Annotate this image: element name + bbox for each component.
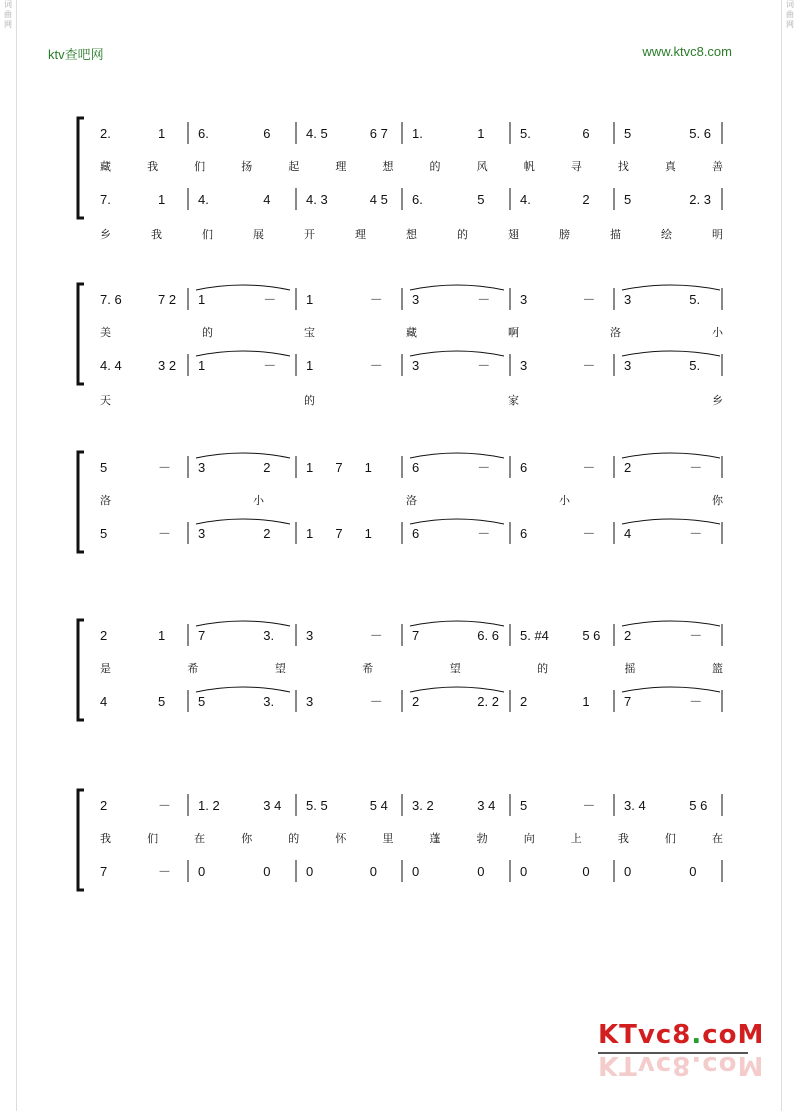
lyric-char: 希 — [187, 662, 199, 675]
jianpu-note: 0 — [624, 864, 632, 879]
lyric-char: 洛 — [100, 494, 111, 507]
lyric-char: 家 — [508, 394, 519, 407]
right-watermark-strip: 词 曲 网 — [786, 0, 794, 29]
lyric-char: 寻 — [570, 160, 582, 173]
jianpu-note: 6 — [412, 460, 420, 475]
lyric-char: 找 — [617, 160, 629, 173]
site-name-header[interactable]: ktv查吧网 — [48, 47, 104, 62]
jianpu-note: － — [477, 358, 491, 373]
jianpu-note: 6. — [412, 192, 423, 207]
jianpu-note: 3 — [624, 292, 632, 307]
jianpu-note: 2. 3 — [689, 192, 711, 207]
jianpu-note: 0 — [306, 864, 314, 879]
jianpu-note: 3 — [520, 292, 528, 307]
jianpu-note: 0 — [412, 864, 420, 879]
jianpu-note: 7. — [100, 192, 111, 207]
jianpu-note: 7 — [335, 526, 343, 541]
jianpu-note: － — [582, 798, 596, 813]
lyric-char: 我 — [147, 160, 159, 173]
site-url-header[interactable]: www.ktvc8.com — [642, 44, 732, 59]
lyric-char: 善 — [712, 160, 723, 173]
lyric-char: 理 — [335, 160, 347, 173]
ktvc8-logo: KTvc8.coM KTvc8.coM — [598, 1020, 765, 1080]
lyric-char: 天 — [100, 394, 111, 407]
lyric-char: 望 — [449, 662, 461, 675]
jianpu-note: 1 — [582, 694, 590, 709]
tie-arc — [410, 453, 504, 458]
lyric-char: 藏 — [100, 160, 111, 173]
jianpu-note: 2 — [582, 192, 590, 207]
system-bracket — [78, 284, 84, 384]
tie-arc — [410, 285, 504, 290]
jianpu-note: 3 — [412, 292, 420, 307]
jianpu-note: 1 — [198, 358, 206, 373]
jianpu-note: 3 4 — [477, 798, 496, 813]
lyric-char: 开 — [304, 228, 315, 241]
jianpu-note: 5 — [477, 192, 485, 207]
jianpu-note: 5. — [689, 358, 701, 373]
jianpu-note: － — [689, 694, 703, 709]
lyric-char: 小 — [559, 494, 570, 507]
lyric-char: 膀 — [559, 228, 570, 241]
jianpu-note: 1 — [158, 192, 166, 207]
lyric-char: 们 — [202, 228, 213, 241]
jianpu-note: － — [689, 460, 703, 475]
lyric-char: 绘 — [661, 228, 672, 241]
jianpu-note: 2 — [412, 694, 420, 709]
jianpu-note: － — [582, 526, 596, 541]
tie-arc — [622, 621, 720, 626]
jianpu-note: 3. 4 — [624, 798, 646, 813]
jianpu-note: 6 — [520, 460, 528, 475]
tie-arc — [410, 687, 504, 692]
lyric-char: 篮 — [712, 662, 723, 675]
jianpu-note: － — [477, 526, 491, 541]
jianpu-note: 1. — [412, 126, 423, 141]
jianpu-note: 2 — [263, 460, 271, 475]
jianpu-note: 2. 2 — [477, 694, 499, 709]
lyric-char: 小 — [253, 494, 264, 507]
lyric-char: 你 — [241, 832, 253, 845]
jianpu-note: 3 — [306, 628, 314, 643]
jianpu-note: 1 — [364, 526, 372, 541]
jianpu-note: － — [369, 694, 383, 709]
jianpu-note: 2 — [100, 798, 108, 813]
jianpu-note: 7 — [624, 694, 632, 709]
jianpu-note: 5 — [158, 694, 166, 709]
tie-arc — [196, 453, 290, 458]
jianpu-note: 4 — [263, 192, 271, 207]
jianpu-note: 4 — [100, 694, 108, 709]
jianpu-note: 4 5 — [369, 192, 388, 207]
jianpu-note: 3 — [198, 526, 206, 541]
jianpu-note: 5 4 — [369, 798, 388, 813]
jianpu-note: 3 4 — [263, 798, 282, 813]
lyric-char: 翅 — [508, 228, 519, 241]
jianpu-note: 6. — [198, 126, 209, 141]
jianpu-note: － — [158, 798, 172, 813]
jianpu-note: － — [689, 526, 703, 541]
tie-arc — [196, 351, 290, 356]
jianpu-note: 5 — [198, 694, 206, 709]
lyric-char: 啊 — [508, 326, 519, 339]
jianpu-note: － — [582, 358, 596, 373]
jianpu-note: 5 — [624, 126, 632, 141]
jianpu-note: 1 — [306, 292, 314, 307]
lyric-char: 想 — [406, 228, 417, 241]
lyric-char: 摇 — [624, 662, 636, 675]
jianpu-note: 7 — [335, 460, 343, 475]
tie-arc — [622, 687, 720, 692]
lyric-char: 的 — [457, 228, 468, 241]
lyric-char: 你 — [712, 494, 723, 507]
left-watermark-strip: 词 曲 网 — [4, 0, 12, 29]
jianpu-note: 5 6 — [582, 628, 601, 643]
jianpu-note: 5 6 — [689, 798, 708, 813]
lyric-char: 真 — [664, 160, 676, 173]
jianpu-note: 7 — [100, 864, 108, 879]
tie-arc — [622, 351, 720, 356]
lyric-char: 美 — [100, 326, 111, 339]
lyric-char: 的 — [288, 832, 300, 845]
jianpu-note: 4. — [198, 192, 209, 207]
jianpu-note: 4. 3 — [306, 192, 328, 207]
jianpu-note: 5. 5 — [306, 798, 328, 813]
jianpu-note: 3 2 — [158, 358, 177, 373]
lyric-char: 上 — [570, 832, 582, 845]
lyric-char: 们 — [664, 832, 676, 845]
logo-reflection: KTvc8.coM — [598, 1050, 765, 1080]
lyric-char: 的 — [537, 662, 549, 675]
jianpu-note: 1 — [158, 126, 166, 141]
lyric-char: 我 — [151, 228, 162, 241]
lyric-char: 在 — [712, 832, 723, 845]
jianpu-note: － — [369, 292, 383, 307]
jianpu-note: 2 — [624, 628, 632, 643]
jianpu-note: 2 — [520, 694, 528, 709]
jianpu-note: 1 — [477, 126, 485, 141]
jianpu-note: 7 — [198, 628, 206, 643]
lyric-char: 的 — [304, 394, 315, 407]
jianpu-note: 5 — [624, 192, 632, 207]
jianpu-note: 3. 2 — [412, 798, 434, 813]
jianpu-note: 3 — [412, 358, 420, 373]
jianpu-note: 0 — [198, 864, 206, 879]
jianpu-note: 7 2 — [158, 292, 177, 307]
lyric-char: 们 — [194, 160, 206, 173]
jianpu-note: 1 — [306, 460, 314, 475]
jianpu-note: 6 — [412, 526, 420, 541]
jianpu-note: 0 — [520, 864, 528, 879]
jianpu-note: 7. 6 — [100, 292, 122, 307]
tie-arc — [410, 519, 504, 524]
lyric-char: 蓬 — [429, 832, 441, 845]
jianpu-note: 0 — [582, 864, 590, 879]
jianpu-note: 2 — [624, 460, 632, 475]
jianpu-note: 0 — [369, 864, 378, 879]
jianpu-note: 1. 2 — [198, 798, 220, 813]
jianpu-note: 5 — [520, 798, 528, 813]
jianpu-note: － — [582, 460, 596, 475]
lyric-char: 明 — [712, 228, 723, 241]
jianpu-note: 4. — [520, 192, 531, 207]
jianpu-note: － — [369, 358, 383, 373]
lyric-char: 的 — [202, 326, 213, 339]
lyric-char: 勃 — [476, 832, 488, 845]
jianpu-note: 5. 6 — [689, 126, 711, 141]
lyric-char: 望 — [274, 662, 286, 675]
jianpu-note: 4. 5 — [306, 126, 328, 141]
lyric-char: 怀 — [335, 832, 347, 845]
lyric-char: 洛 — [610, 326, 621, 339]
jianpu-note: 1 — [306, 358, 314, 373]
jianpu-note: 5 — [100, 460, 108, 475]
jianpu-note: 3 — [306, 694, 314, 709]
jianpu-note: 6 — [263, 126, 271, 141]
lyric-char: 里 — [382, 832, 394, 845]
jianpu-note: － — [582, 292, 596, 307]
jianpu-note: 1 — [198, 292, 206, 307]
tie-arc — [622, 453, 720, 458]
lyric-char: 我 — [617, 832, 629, 845]
jianpu-note: － — [158, 460, 172, 475]
jianpu-note: 0 — [689, 864, 697, 879]
tie-arc — [196, 285, 290, 290]
jianpu-note: 3 — [520, 358, 528, 373]
lyric-char: 是 — [100, 662, 111, 675]
tie-arc — [410, 621, 504, 626]
system-bracket — [78, 118, 84, 218]
system-bracket — [78, 790, 84, 890]
jianpu-note: 4. 4 — [100, 358, 122, 373]
jianpu-note: － — [158, 864, 172, 879]
lyric-char: 想 — [382, 160, 394, 173]
jianpu-note: － — [369, 628, 383, 643]
jianpu-note: 0 — [477, 864, 485, 879]
jianpu-note: － — [689, 628, 703, 643]
jianpu-note: 7 — [412, 628, 420, 643]
jianpu-note: 6 — [520, 526, 528, 541]
tie-arc — [622, 519, 720, 524]
jianpu-note: 6 — [582, 126, 590, 141]
jianpu-note: 6. 6 — [477, 628, 499, 643]
tie-arc — [196, 519, 290, 524]
lyric-char: 起 — [288, 160, 300, 173]
jianpu-note: － — [158, 526, 172, 541]
tie-arc — [622, 285, 720, 290]
jianpu-note: 2 — [100, 628, 108, 643]
lyric-char: 希 — [362, 662, 374, 675]
jianpu-note: － — [477, 292, 491, 307]
lyric-char: 扬 — [241, 160, 253, 173]
jianpu-note: 2. — [100, 126, 111, 141]
lyric-char: 宝 — [304, 326, 315, 339]
jianpu-note: 4 — [624, 526, 632, 541]
lyric-char: 的 — [429, 160, 441, 173]
lyric-char: 乡 — [100, 228, 111, 241]
lyric-char: 帆 — [523, 160, 535, 173]
lyric-char: 在 — [194, 832, 206, 845]
lyric-char: 乡 — [712, 394, 723, 407]
lyric-char: 向 — [523, 832, 535, 845]
tie-arc — [196, 687, 290, 692]
jianpu-note: 5. — [520, 126, 531, 141]
lyric-char: 洛 — [406, 494, 417, 507]
jianpu-note: 0 — [263, 864, 271, 879]
lyric-char: 描 — [610, 228, 621, 241]
jianpu-note: 1 — [364, 460, 372, 475]
jianpu-note: － — [263, 358, 277, 373]
lyric-char: 理 — [355, 228, 366, 241]
jianpu-note: 5. — [689, 292, 701, 307]
jianpu-note: 5 — [100, 526, 108, 541]
lyric-char: 展 — [253, 228, 264, 241]
jianpu-note: 1 — [158, 628, 166, 643]
jianpu-note: 3 — [624, 358, 632, 373]
tie-arc — [410, 351, 504, 356]
jianpu-note: － — [263, 292, 277, 307]
lyric-char: 风 — [476, 160, 488, 173]
tie-arc — [196, 621, 290, 626]
system-bracket — [78, 452, 84, 552]
jianpu-note: 3. — [263, 628, 275, 643]
lyric-char: 藏 — [406, 326, 417, 339]
jianpu-note: 3 — [198, 460, 206, 475]
jianpu-note: 5. #4 — [520, 628, 549, 643]
lyric-char: 小 — [712, 326, 723, 339]
jianpu-note: 2 — [263, 526, 271, 541]
lyric-char: 们 — [147, 832, 159, 845]
jianpu-note: 3. — [263, 694, 275, 709]
jianpu-note: 6 7 — [369, 126, 388, 141]
jianpu-note: 1 — [306, 526, 314, 541]
jianpu-note: － — [477, 460, 491, 475]
lyric-char: 我 — [100, 832, 111, 845]
system-bracket — [78, 620, 84, 720]
